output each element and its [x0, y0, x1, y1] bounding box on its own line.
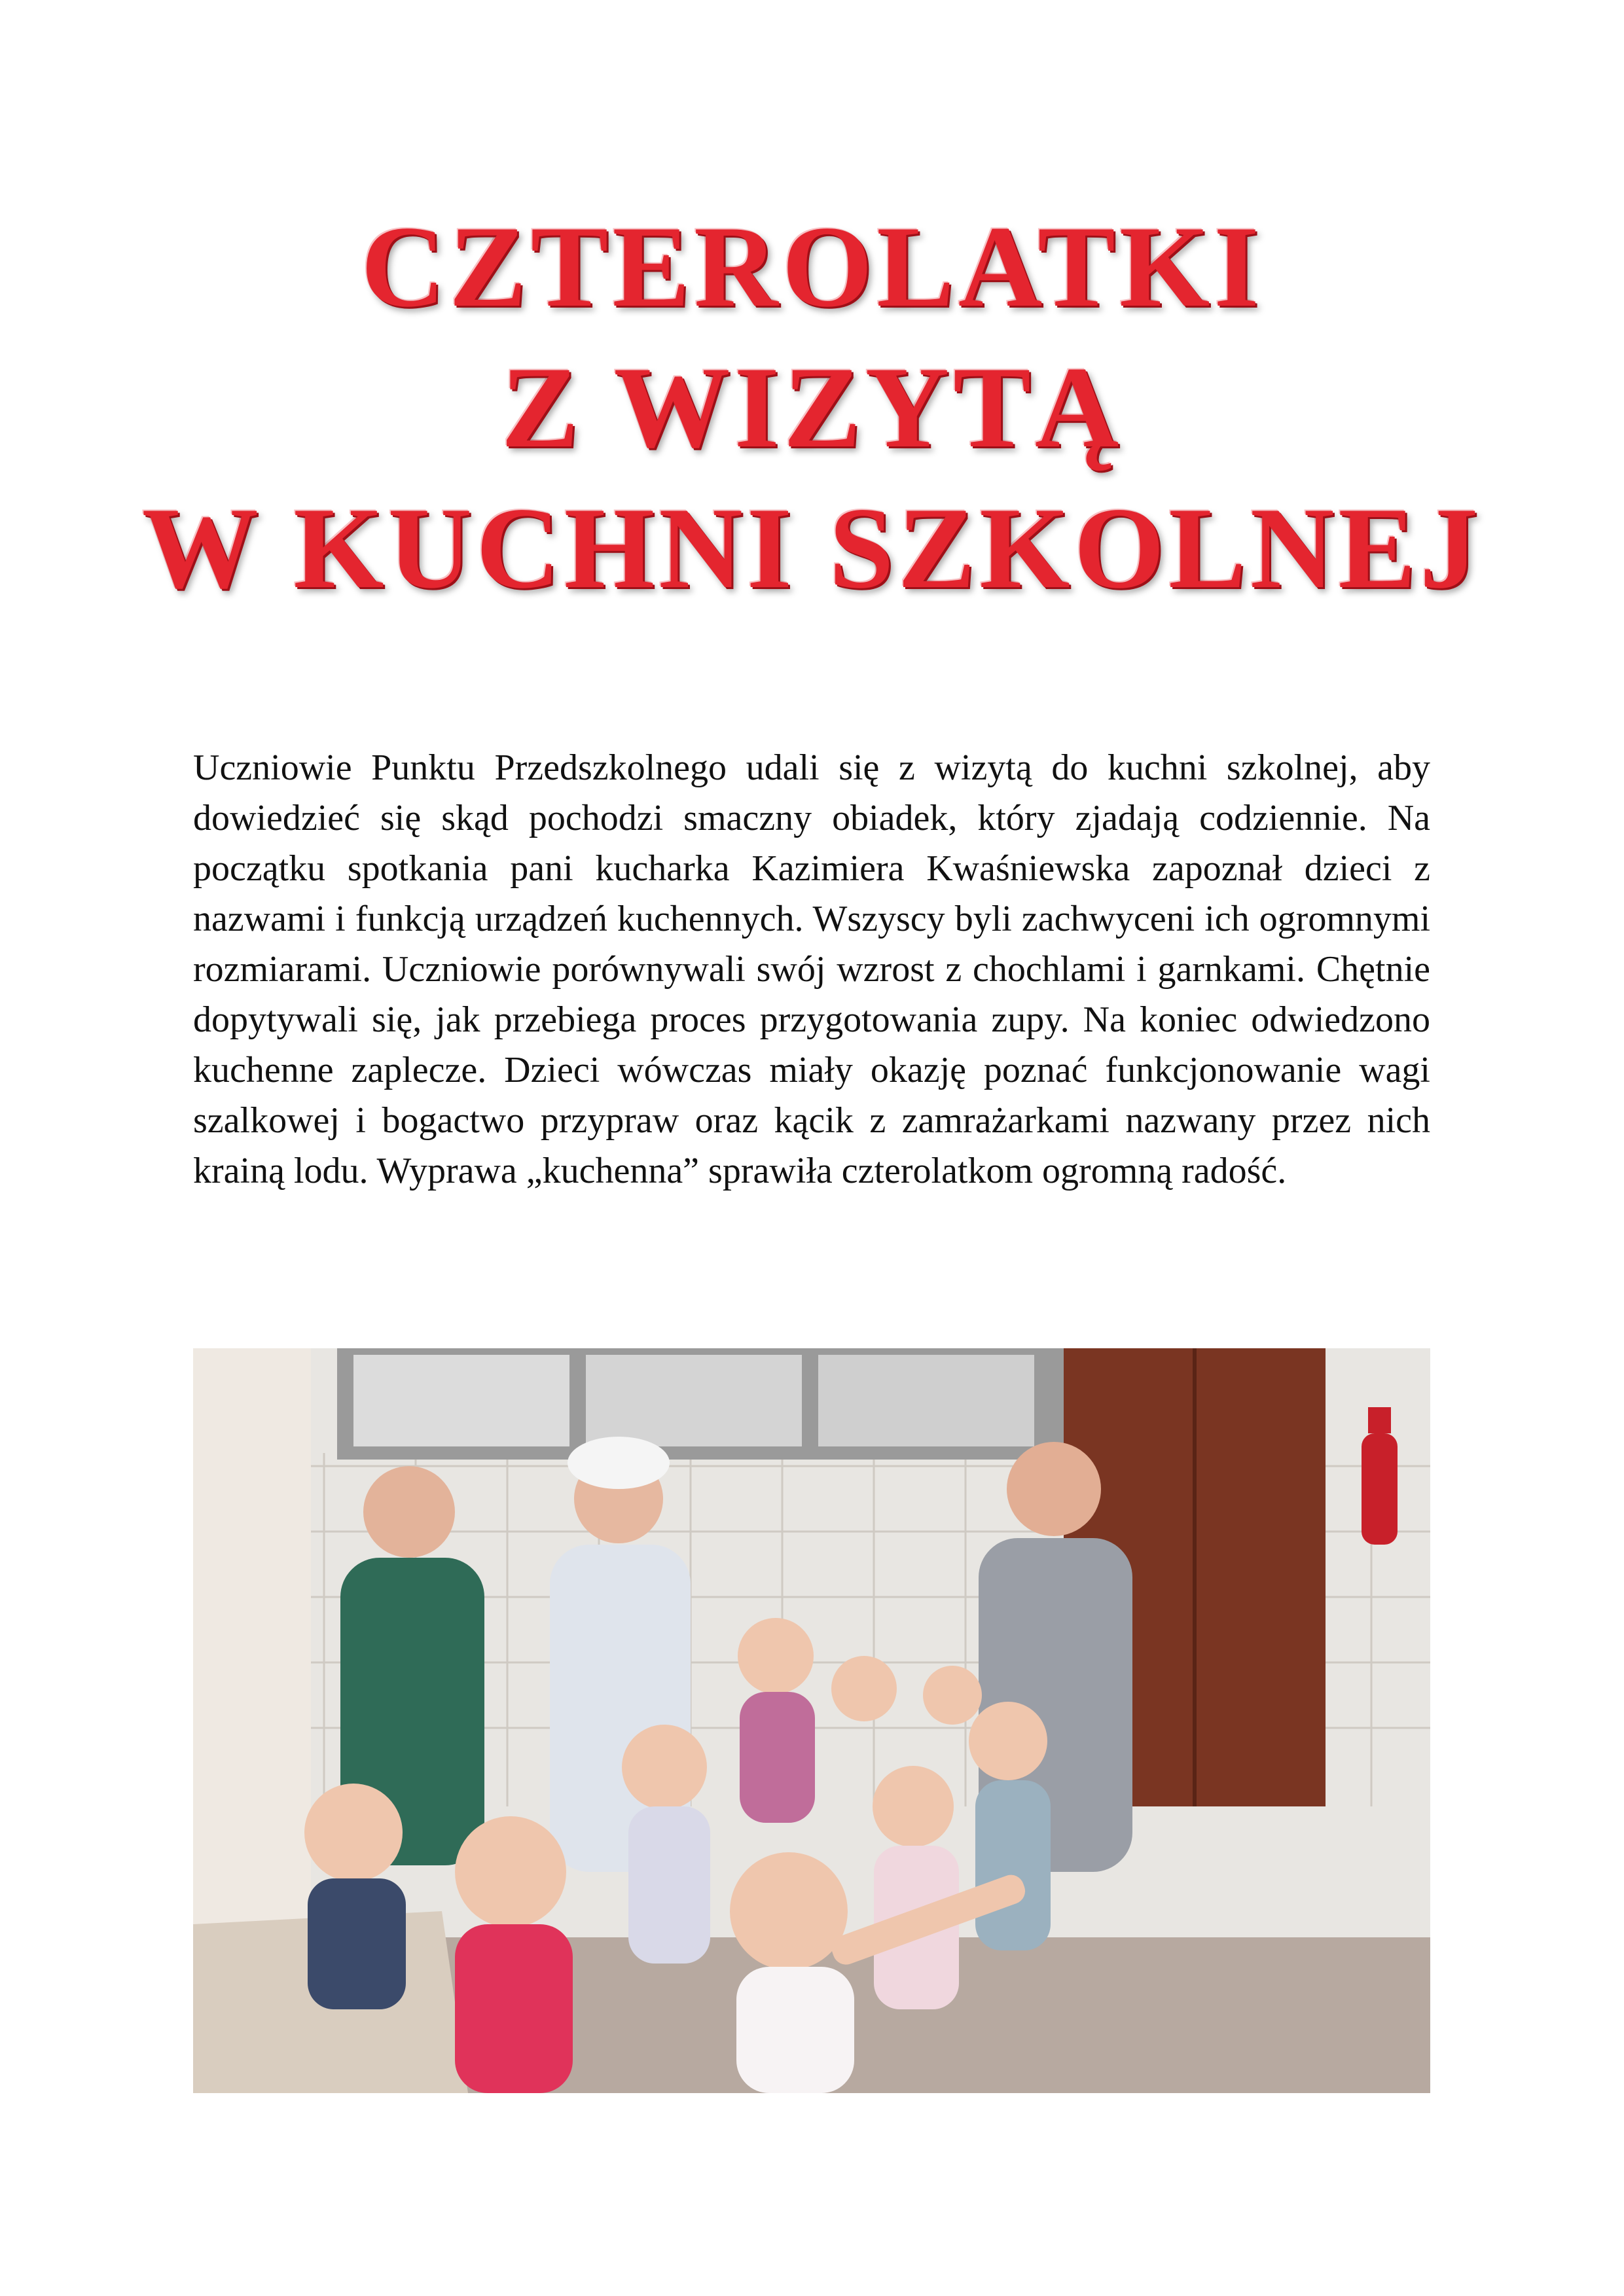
kitchen-photo-illustration: [193, 1348, 1430, 2093]
title-line-1: CZTEROLATKI: [361, 202, 1263, 331]
title-line-2: Z WIZYTĄ: [501, 342, 1123, 472]
article-paragraph: Uczniowie Punktu Przedszkolnego udali się z wizytą do kuchni szkolnej, aby dowiedzieć się skąd pochodzi smaczny obiadek, który zjadają codziennie. Na początku spotkania pani kucharka Kazimiera Kwaśniewska zapoznał dzieci z nazwami i funkcją urządzeń kuchennych. Wszyscy byli zachwyceni ich ogromnymi rozmiarami. Uczniowie porównywali swój wzrost z chochlami i garnkami. Chętnie dopytywali się, jak przebiega proces przygotowania zupy. Na koniec odwiedzono kuchenne zaplecze. Dzieci wówczas miały okazję poznać funkcjonowanie wagi szalkowej i bogactwo przypraw oraz kącik z zamrażarkami nazwany przez nich krainą lodu. Wyprawa „kuchenna” sprawiła czterolatkom ogromną radość.: [193, 747, 1430, 1191]
group-photo: [193, 1348, 1430, 2093]
title-line-3: W KUCHNI SZKOLNEJ: [141, 483, 1483, 613]
page-title: [0, 196, 1624, 619]
